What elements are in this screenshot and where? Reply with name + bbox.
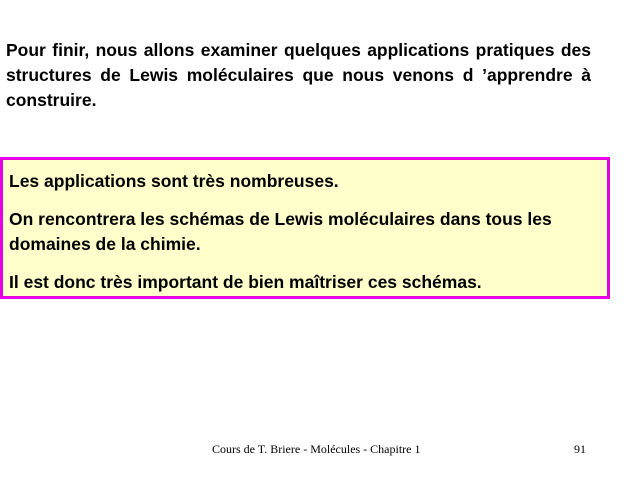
intro-paragraph: Pour finir, nous allons examiner quelques applications pratiques des structures de Lewis moléculaires que nous venons d ’apprendre à construire. <box>6 40 591 110</box>
page-number: 91 <box>574 442 586 456</box>
box-paragraph-3: Il est donc très important de bien maîtriser ces schémas. <box>9 272 482 292</box>
footer-text: Cours de T. Briere - Molécules - Chapitre 1 <box>212 442 421 456</box>
box-paragraph-1: Les applications sont très nombreuses. <box>9 171 339 191</box>
box-paragraph-2: On rencontrera les schémas de Lewis moléculaires dans tous les domaines de la chimie. <box>9 209 552 254</box>
highlight-box <box>0 157 610 299</box>
